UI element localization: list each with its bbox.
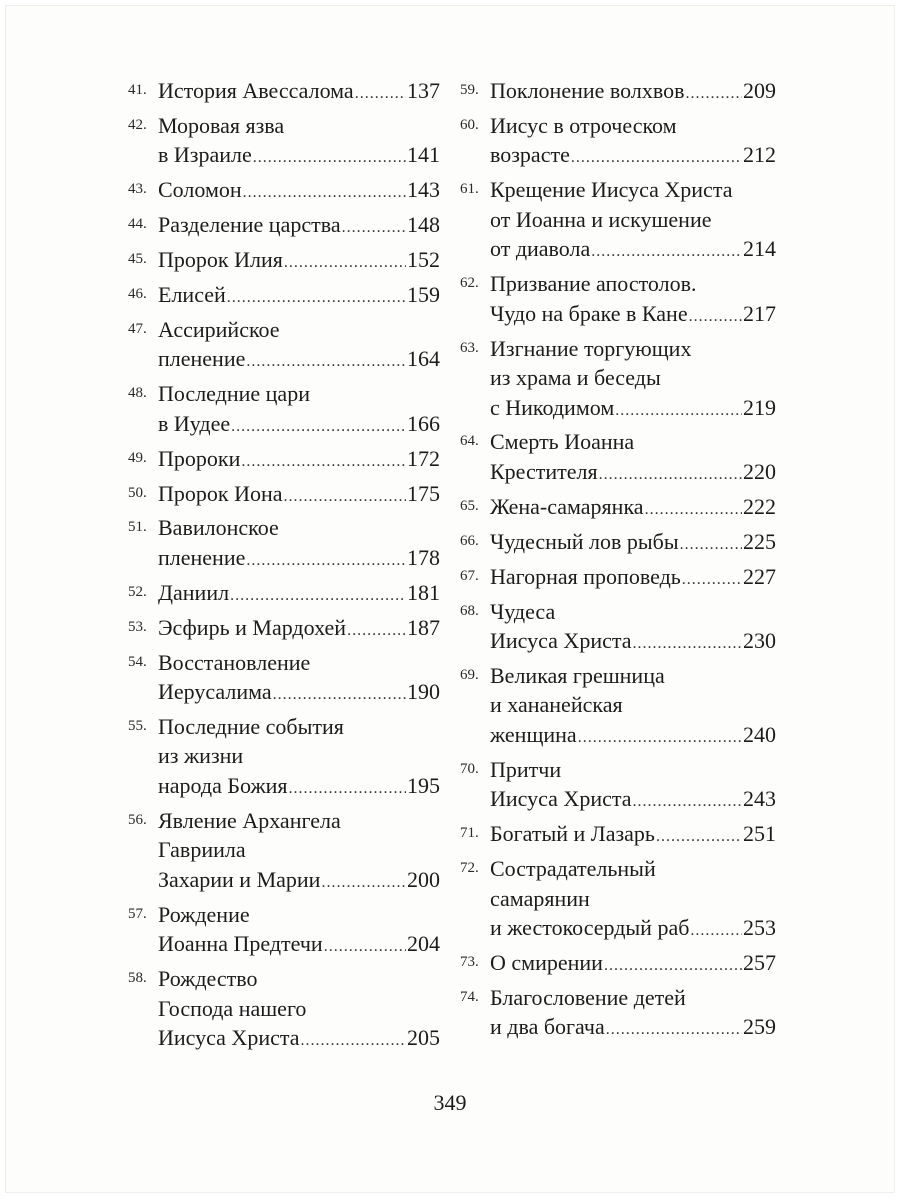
entry-page-number: 209	[743, 78, 776, 103]
entry-title-line	[158, 648, 440, 678]
toc-entry	[128, 513, 440, 572]
entry-title-line	[490, 913, 776, 943]
entry-title-line	[490, 720, 776, 750]
toc-entry	[128, 964, 440, 1053]
entry-title-text: Пророк Иона	[158, 480, 283, 506]
entry-title-text: Эсфирь и Мардохей	[158, 614, 347, 640]
entry-title-line	[490, 76, 776, 106]
entry-number: 59.	[460, 82, 479, 98]
entry-body	[158, 806, 440, 895]
entry-page-number: 175	[407, 480, 440, 506]
entry-number: 52.	[128, 583, 147, 600]
entry-body	[158, 712, 440, 801]
entry-number: 73.	[460, 953, 479, 970]
entry-title-text: Явление Архангела	[158, 807, 341, 833]
entry-title-line	[158, 479, 440, 509]
entry-title-text: Захарии и Марии	[158, 866, 321, 892]
toc-entry	[460, 562, 776, 592]
entry-page-number: 141	[407, 142, 440, 168]
toc-entry	[460, 76, 776, 106]
entry-body	[158, 900, 440, 959]
dot-leader	[571, 143, 742, 173]
entry-body	[490, 983, 776, 1042]
entry-body	[158, 578, 440, 608]
entry-number: 44.	[128, 216, 147, 233]
entry-title-text: Рождество	[158, 966, 258, 992]
entry-title-line	[490, 983, 776, 1013]
dot-leader	[342, 213, 406, 243]
entry-number: 51.	[128, 519, 147, 536]
entry-title-text: в Израиле	[158, 142, 252, 168]
entry-body	[158, 964, 440, 1053]
entry-page-number: 212	[743, 142, 776, 168]
entry-number: 45.	[128, 251, 147, 268]
dot-leader	[680, 530, 742, 560]
entry-title-text: Иерусалима	[158, 679, 272, 705]
entry-title-line	[158, 111, 440, 141]
entry-body	[158, 245, 440, 275]
entry-title-line	[490, 269, 776, 299]
entry-body	[490, 948, 776, 978]
entry-title-line	[158, 964, 440, 994]
entry-number: 70.	[460, 760, 479, 777]
entry-number: 47.	[128, 320, 147, 337]
entry-title-line	[158, 578, 440, 608]
entry-title-line	[490, 234, 776, 264]
entry-title-text: Смерть Иоанна	[490, 429, 635, 455]
entry-title-text: Иисус в отроческом	[490, 112, 677, 138]
entry-title-text: и хананейская	[490, 692, 623, 718]
entry-title-line	[158, 900, 440, 930]
toc-entry	[128, 210, 440, 240]
toc-entry	[128, 648, 440, 707]
entry-number: 67.	[460, 567, 479, 584]
entry-title-line	[158, 344, 440, 374]
toc-entry	[460, 269, 776, 328]
dot-leader	[690, 916, 742, 946]
entry-title-text: Притчи	[490, 756, 562, 782]
entry-title-text: Иисуса Христа	[490, 786, 632, 812]
entry-title-text: пленение	[158, 544, 246, 570]
entry-title-line	[490, 527, 776, 557]
entry-title-text: Иисуса Христа	[158, 1025, 300, 1051]
toc-entry	[128, 613, 440, 643]
entry-title-text: Великая грешница	[490, 662, 665, 688]
entry-title-line	[158, 741, 440, 771]
dot-leader	[231, 412, 406, 442]
dot-leader	[241, 447, 406, 477]
entry-title-line	[490, 111, 776, 141]
dot-leader	[284, 248, 406, 278]
entry-title-text: Поклонение волхвов	[490, 78, 685, 103]
entry-body	[490, 427, 776, 486]
dot-leader	[321, 868, 406, 898]
dot-leader	[599, 460, 742, 490]
toc-entry	[128, 479, 440, 509]
entry-title-line	[490, 175, 776, 205]
entry-title-text: женщина	[490, 721, 577, 747]
entry-page-number: 164	[407, 346, 440, 372]
entry-title-line	[158, 444, 440, 474]
entry-page-number: 178	[407, 544, 440, 570]
toc-entry	[128, 280, 440, 310]
entry-number: 62.	[460, 275, 479, 292]
toc-entry	[128, 379, 440, 438]
entry-number: 50.	[128, 484, 147, 501]
entry-body	[490, 334, 776, 423]
entry-body	[158, 479, 440, 509]
dot-leader	[253, 143, 406, 173]
entry-title-text: от диавола	[490, 236, 591, 262]
dot-leader	[273, 680, 406, 710]
entry-body	[490, 819, 776, 849]
entry-title-text: Иоанна Предтечи	[158, 931, 323, 957]
entry-number: 63.	[460, 339, 479, 356]
toc-entry	[460, 597, 776, 656]
toc-entry	[460, 819, 776, 849]
entry-number: 58.	[128, 970, 147, 987]
entry-title-line	[158, 835, 440, 865]
entry-title-line	[490, 427, 776, 457]
entry-title-line	[490, 140, 776, 170]
entry-page-number: 214	[743, 236, 776, 262]
table-of-contents	[128, 76, 776, 1066]
entry-page-number: 259	[743, 1014, 776, 1040]
toc-entry	[128, 900, 440, 959]
dot-leader	[606, 1015, 742, 1045]
entry-title-text: Нагорная проповедь	[490, 563, 681, 589]
entry-page-number: 172	[407, 445, 440, 471]
entry-page-number: 220	[743, 458, 776, 484]
toc-entry	[460, 111, 776, 170]
toc-entry	[460, 755, 776, 814]
entry-page-number: 253	[743, 915, 776, 941]
entry-body	[490, 562, 776, 592]
toc-entry	[460, 527, 776, 557]
entry-title-line	[158, 513, 440, 543]
entry-page-number: 227	[743, 563, 776, 589]
entry-title-text: Чудо на браке в Кане	[490, 300, 688, 326]
entry-number: 72.	[460, 860, 479, 877]
toc-entry	[128, 578, 440, 608]
entry-number: 74.	[460, 988, 479, 1005]
entry-title-text: Крестителя	[490, 458, 598, 484]
entry-number: 43.	[128, 181, 147, 198]
entry-page-number: 187	[407, 614, 440, 640]
entry-page-number: 148	[407, 212, 440, 238]
toc-entry	[128, 712, 440, 801]
entry-title-line	[490, 819, 776, 849]
entry-title-text: Жена-самарянка	[490, 493, 644, 519]
entry-body	[490, 661, 776, 750]
entry-body	[158, 111, 440, 170]
entry-number: 55.	[128, 717, 147, 734]
entry-number: 69.	[460, 666, 479, 683]
dot-leader	[633, 787, 742, 817]
entry-title-line	[158, 712, 440, 742]
dot-leader	[301, 1026, 406, 1056]
toc-entry	[128, 315, 440, 374]
entry-title-text: Последние события	[158, 713, 344, 739]
entry-title-line	[490, 755, 776, 785]
entry-page-number: 240	[743, 721, 776, 747]
entry-title-text: Даниил	[158, 579, 230, 605]
entry-title-line	[490, 854, 776, 884]
entry-page-number: 143	[407, 177, 440, 203]
entry-title-line	[158, 210, 440, 240]
toc-column-left	[128, 76, 440, 1066]
entry-number: 71.	[460, 825, 479, 842]
entry-title-line	[158, 806, 440, 836]
dot-leader	[227, 283, 406, 313]
entry-page-number: 225	[743, 528, 776, 554]
entry-title-text: Чудесный лов рыбы	[490, 528, 679, 554]
entry-title-text: Рождение	[158, 901, 250, 927]
dot-leader	[682, 565, 742, 595]
entry-title-text: Восстановление	[158, 649, 311, 675]
entry-title-text: Пророк Илия	[158, 247, 283, 273]
entry-body	[158, 613, 440, 643]
entry-title-line	[490, 626, 776, 656]
entry-number: 60.	[460, 116, 479, 133]
entry-title-line	[490, 562, 776, 592]
entry-title-line	[490, 334, 776, 364]
entry-body	[158, 444, 440, 474]
entry-title-text: и жестокосердый раб	[490, 915, 690, 941]
entry-title-text: Ассирийское	[158, 316, 280, 342]
entry-title-text: в Иудее	[158, 410, 231, 436]
entry-number: 48.	[128, 385, 147, 402]
entry-page-number: 257	[743, 949, 776, 975]
dot-leader	[633, 629, 742, 659]
entry-body	[158, 315, 440, 374]
entry-number: 41.	[128, 82, 147, 98]
toc-entry	[128, 76, 440, 106]
entry-title-text: Елисей	[158, 281, 226, 307]
entry-body	[490, 269, 776, 328]
entry-body	[490, 175, 776, 264]
toc-entry	[128, 444, 440, 474]
entry-title-text: Благословение детей	[490, 984, 686, 1010]
entry-title-line	[490, 948, 776, 978]
entry-number: 53.	[128, 618, 147, 635]
entry-title-line	[490, 784, 776, 814]
entry-page-number: 190	[407, 679, 440, 705]
entry-page-number: 243	[743, 786, 776, 812]
entry-title-line	[158, 677, 440, 707]
toc-entry	[460, 334, 776, 423]
entry-number: 64.	[460, 433, 479, 450]
entry-title-text: Последние цари	[158, 381, 310, 407]
entry-body	[490, 597, 776, 656]
entry-title-line	[490, 393, 776, 423]
entry-page-number: 230	[743, 628, 776, 654]
entry-title-text: возрасте	[490, 142, 570, 168]
entry-title-text: Изгнание торгующих	[490, 335, 692, 361]
entry-title-line	[158, 771, 440, 801]
entry-body	[158, 210, 440, 240]
entry-title-text: народа Божия	[158, 772, 288, 798]
entry-title-text: Богатый и Лазарь	[490, 821, 655, 847]
entry-title-line	[490, 884, 776, 914]
toc-column-right	[460, 76, 776, 1066]
entry-title-line	[158, 280, 440, 310]
dot-leader	[591, 237, 742, 267]
entry-body	[490, 854, 776, 943]
entry-title-text: Иисуса Христа	[490, 628, 632, 654]
entry-title-line	[158, 929, 440, 959]
dot-leader	[615, 396, 742, 426]
entry-title-text: из жизни	[158, 743, 244, 769]
entry-title-text: от Иоанна и искушение	[490, 206, 712, 232]
entry-page-number: 181	[407, 579, 440, 605]
entry-title-text: Пророки	[158, 445, 241, 471]
toc-entry	[128, 111, 440, 170]
entry-title-text: пленение	[158, 346, 246, 372]
entry-title-line	[490, 492, 776, 522]
toc-entry	[460, 983, 776, 1042]
entry-title-line	[158, 865, 440, 895]
entry-number: 68.	[460, 602, 479, 619]
entry-title-line	[158, 315, 440, 345]
dot-leader	[243, 178, 406, 208]
entry-title-line	[158, 409, 440, 439]
entry-body	[158, 175, 440, 205]
entry-title-text: Моровая язва	[158, 112, 285, 138]
entry-page-number: 166	[407, 410, 440, 436]
entry-body	[490, 527, 776, 557]
entry-page-number: 205	[407, 1025, 440, 1051]
entry-title-text: Вавилонское	[158, 515, 279, 541]
toc-entry	[460, 427, 776, 486]
entry-page-number: 219	[743, 394, 776, 420]
entry-body	[490, 755, 776, 814]
entry-page-number: 195	[407, 772, 440, 798]
entry-title-line	[490, 363, 776, 393]
dot-leader	[246, 347, 406, 377]
entry-page-number: 159	[407, 281, 440, 307]
entry-title-line	[490, 661, 776, 691]
entry-page-number: 217	[743, 300, 776, 326]
page-number: 349	[433, 1090, 467, 1115]
entry-page-number: 222	[743, 493, 776, 519]
entry-body	[158, 76, 440, 106]
entry-body	[490, 76, 776, 106]
entry-number: 65.	[460, 497, 479, 514]
entry-title-line	[158, 140, 440, 170]
entry-page-number: 251	[743, 821, 776, 847]
entry-title-text: Чудеса	[490, 598, 556, 624]
toc-entry	[460, 948, 776, 978]
dot-leader	[689, 302, 742, 332]
entry-number: 46.	[128, 285, 147, 302]
entry-title-text: Крещение Иисуса Христа	[490, 177, 733, 203]
entry-body	[158, 648, 440, 707]
toc-entry	[460, 492, 776, 522]
dot-leader	[324, 932, 406, 962]
dot-leader	[645, 495, 742, 525]
entry-body	[158, 379, 440, 438]
entry-title-line	[490, 1012, 776, 1042]
entry-title-line	[158, 994, 440, 1024]
entry-page-number: 152	[407, 247, 440, 273]
entry-title-text: Призвание апостолов.	[490, 271, 697, 297]
entry-title-line	[490, 457, 776, 487]
entry-title-text: Разделение царства	[158, 212, 341, 238]
dot-leader	[355, 79, 406, 109]
entry-title-line	[158, 175, 440, 205]
entry-title-line	[158, 1023, 440, 1053]
entry-title-line	[158, 543, 440, 573]
entry-body	[158, 513, 440, 572]
dot-leader	[347, 616, 406, 646]
toc-entry	[460, 854, 776, 943]
entry-title-text: самарянин	[490, 885, 590, 911]
dot-leader	[578, 723, 742, 753]
entry-title-line	[158, 613, 440, 643]
dot-leader	[656, 822, 742, 852]
dot-leader	[604, 951, 742, 981]
entry-number: 54.	[128, 653, 147, 670]
entry-title-text: Господа нашего	[158, 995, 307, 1021]
dot-leader	[289, 774, 406, 804]
entry-title-text: с Никодимом	[490, 394, 615, 420]
entry-body	[158, 280, 440, 310]
entry-title-line	[490, 299, 776, 329]
entry-page-number: 204	[407, 931, 440, 957]
dot-leader	[284, 482, 406, 512]
entry-title-text: Соломон	[158, 177, 242, 203]
dot-leader	[685, 79, 742, 109]
entry-number: 56.	[128, 811, 147, 828]
entry-title-text: Гавриила	[158, 837, 246, 863]
toc-entry	[128, 806, 440, 895]
entry-title-text: из храма и беседы	[490, 365, 661, 391]
entry-page-number: 200	[407, 866, 440, 892]
entry-title-line	[490, 690, 776, 720]
entry-body	[490, 111, 776, 170]
entry-title-line	[158, 379, 440, 409]
entry-title-text: История Авессалома	[158, 78, 354, 103]
entry-title-text: и два богача	[490, 1014, 605, 1040]
entry-title-line	[158, 76, 440, 106]
entry-number: 61.	[460, 181, 479, 198]
entry-number: 66.	[460, 532, 479, 549]
entry-title-line	[158, 245, 440, 275]
toc-entry	[128, 245, 440, 275]
entry-title-line	[490, 205, 776, 235]
entry-title-text: Сострадательный	[490, 856, 656, 882]
entry-number: 57.	[128, 905, 147, 922]
toc-entry	[460, 661, 776, 750]
toc-entry	[128, 175, 440, 205]
entry-body	[490, 492, 776, 522]
entry-title-text: О смирении	[490, 949, 603, 975]
entry-page-number: 137	[407, 78, 440, 103]
entry-number: 49.	[128, 449, 147, 466]
entry-number: 42.	[128, 116, 147, 133]
dot-leader	[230, 581, 406, 611]
toc-entry	[460, 175, 776, 264]
entry-title-line	[490, 597, 776, 627]
dot-leader	[246, 546, 406, 576]
